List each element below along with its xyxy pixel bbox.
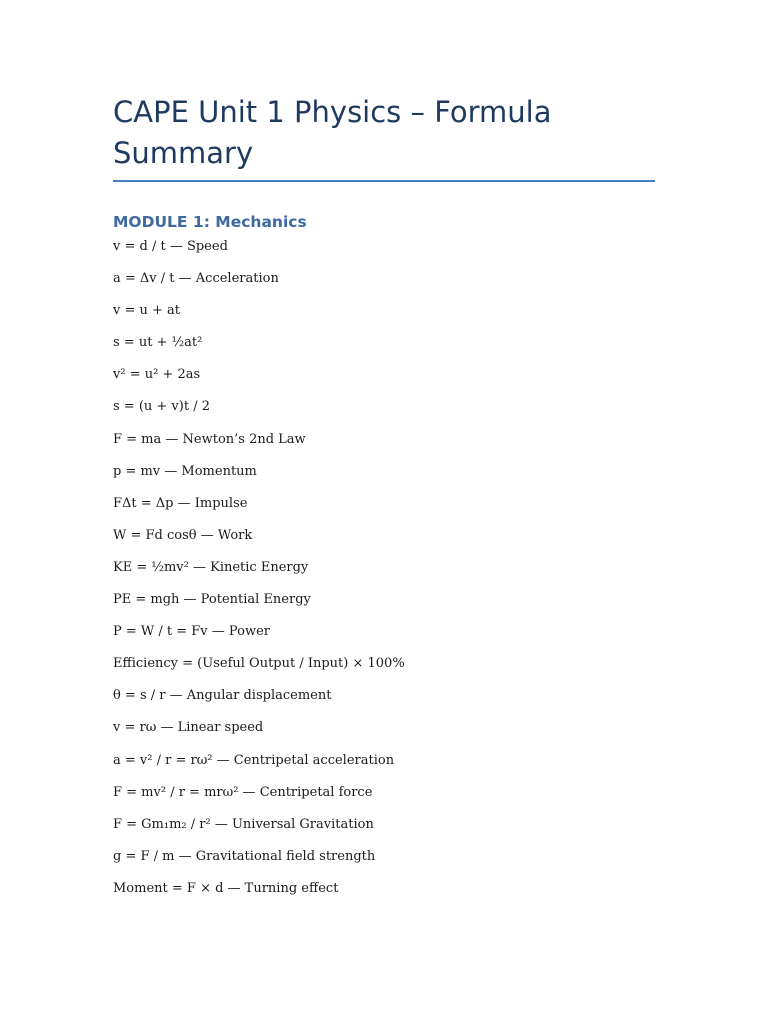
- formula-acceleration: a = Δv / t — Acceleration: [113, 271, 279, 287]
- formula-suvat-3: v² = u² + 2as: [113, 367, 201, 383]
- formula-potential-energy: PE = mgh — Potential Energy: [113, 592, 311, 608]
- formula-angular-displacement: θ = s / r — Angular displacement: [113, 688, 332, 704]
- formula-linear-speed: v = rω — Linear speed: [113, 720, 264, 736]
- formula-suvat-2: s = ut + ½at²: [113, 335, 203, 351]
- formula-speed: v = d / t — Speed: [113, 239, 228, 254]
- formula-efficiency: Efficiency = (Useful Output / Input) × 100%: [113, 656, 405, 672]
- formula-gravitational-field-strength: g = F / m — Gravitational field strength: [113, 848, 376, 864]
- formula-suvat-4: s = (u + v)t / 2: [113, 399, 210, 415]
- page-title: CAPE Unit 1 Physics – Formula Summary: [113, 92, 655, 182]
- formula-moment: Moment = F × d — Turning effect: [113, 880, 339, 896]
- formula-suvat-1: v = u + at: [113, 303, 181, 319]
- formula-power: P = W / t = Fv — Power: [113, 624, 271, 640]
- formula-universal-gravitation: F = Gm₁m₂ / r² — Universal Gravitation: [113, 816, 374, 832]
- formula-momentum: p = mv — Momentum: [113, 463, 257, 479]
- document-page: [113, 92, 655, 896]
- formula-impulse: FΔt = Δp — Impulse: [113, 495, 248, 511]
- formula-centripetal-acceleration: a = v² / r = rω² — Centripetal acceleration: [113, 752, 395, 768]
- formula-kinetic-energy: KE = ½mv² — Kinetic Energy: [113, 559, 309, 575]
- formula-list: [113, 238, 405, 912]
- formula-centripetal-force: F = mv² / r = mrω² — Centripetal force: [113, 784, 373, 800]
- module-heading: MODULE 1: Mechanics: [113, 213, 307, 231]
- formula-newtons-second-law: F = ma — Newton’s 2nd Law: [113, 431, 306, 447]
- formula-work: W = Fd cosθ — Work: [113, 527, 253, 543]
